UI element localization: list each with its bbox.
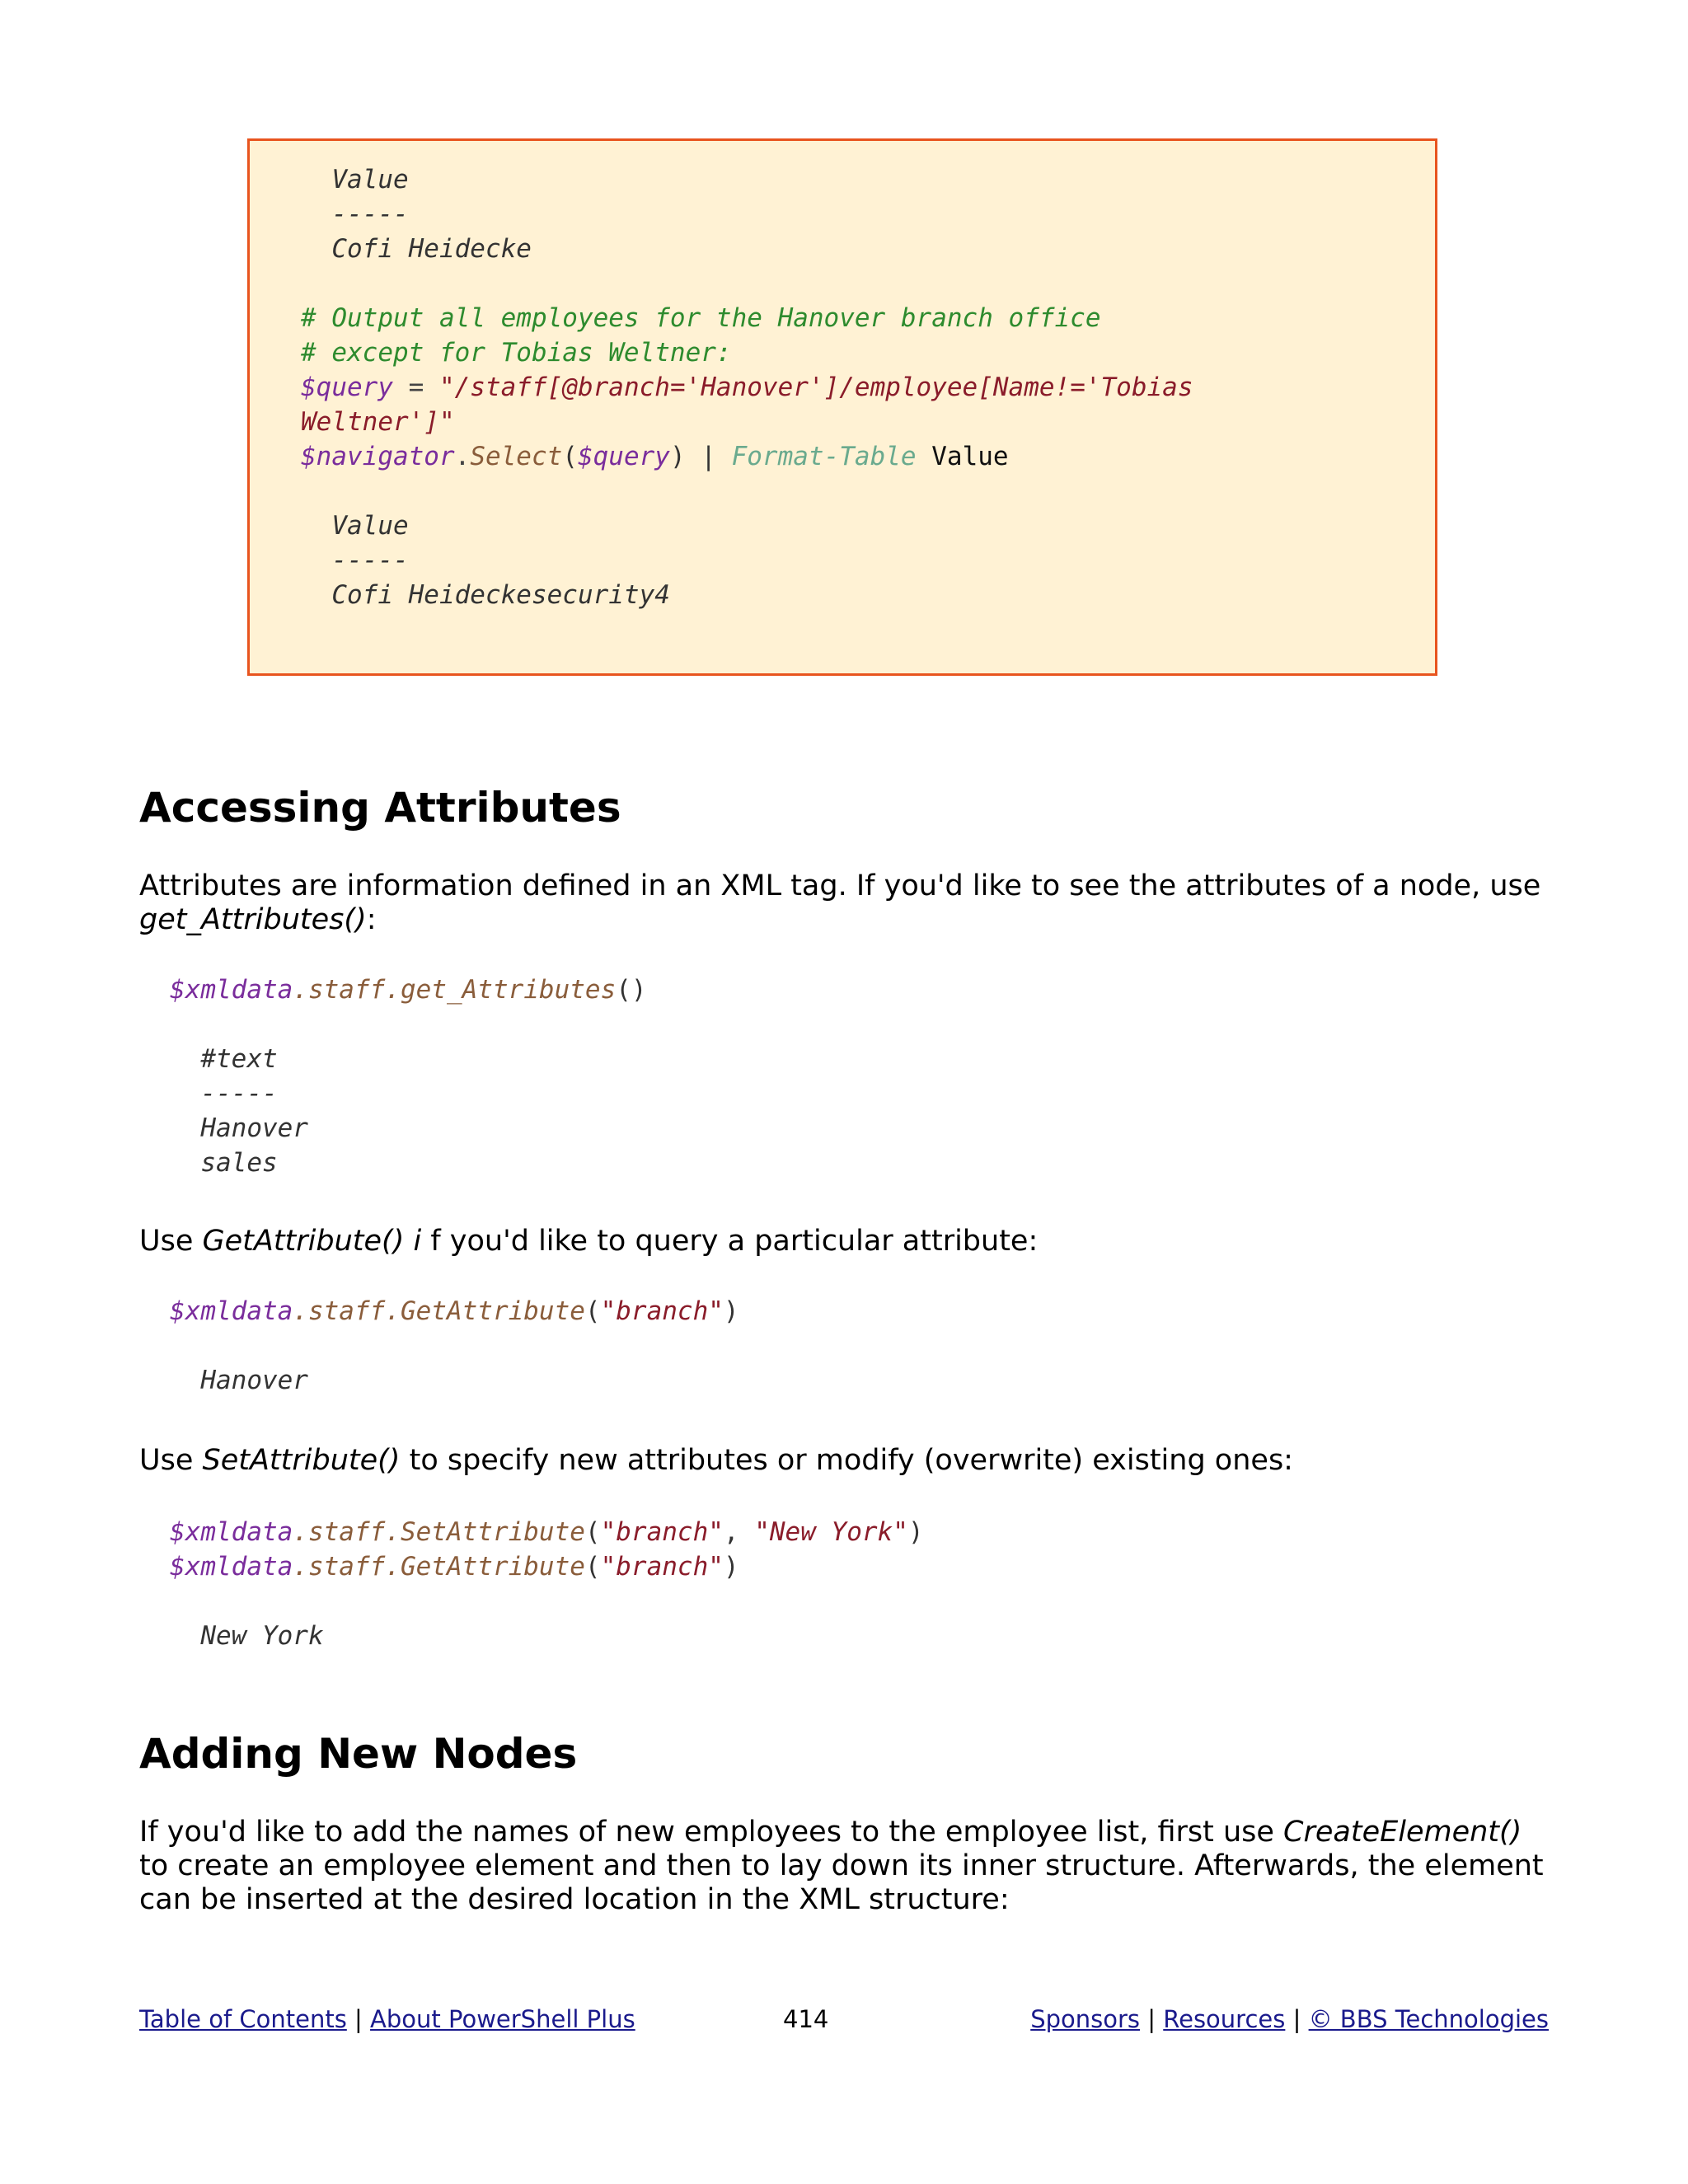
footer-right-links — [1030, 2003, 1549, 2036]
code-line: Value — [301, 165, 409, 194]
page-number: 414 — [783, 2005, 829, 2033]
code-line: Cofi Heidecke — [301, 234, 532, 264]
code-line-command: $xmldata.staff.SetAttribute("branch", "New York") — [170, 1517, 924, 1547]
code-block-get-attributes — [170, 972, 647, 1180]
link-bbs-technologies[interactable]: © BBS Technologies — [1308, 2005, 1549, 2033]
code-example-box — [247, 138, 1437, 676]
code-line-select: $navigator.Select($query) | Format-Table Value — [301, 442, 1009, 471]
footer-separator: | — [1147, 2005, 1156, 2033]
footer-separator: | — [1292, 2005, 1301, 2033]
inline-code-create-element: CreateElement() — [1283, 1816, 1522, 1849]
paragraph-get-attribute: Use GetAttribute() i f you'd like to query a particular attribute: — [139, 1225, 1039, 1258]
code-output: New York — [170, 1621, 324, 1651]
code-block-set-attribute — [170, 1515, 924, 1653]
code-output: sales — [170, 1148, 278, 1178]
code-line: ----- — [301, 199, 409, 229]
code-line: Value — [301, 511, 409, 541]
section-heading-new-nodes: Adding New Nodes — [139, 1730, 578, 1778]
link-resources[interactable]: Resources — [1163, 2005, 1286, 2033]
code-line-query: $query = "/staff[@branch='Hanover']/employee[Name!='Tobias — [301, 373, 1193, 402]
section-heading-attributes: Accessing Attributes — [139, 784, 621, 832]
link-table-of-contents[interactable]: Table of Contents — [139, 2005, 347, 2033]
code-comment: # Output all employees for the Hanover branch office — [301, 303, 1101, 333]
code-block-xpath — [301, 162, 1193, 612]
code-block-get-attribute — [170, 1294, 739, 1398]
footer-separator: | — [354, 2005, 363, 2033]
page-footer — [0, 2003, 1688, 2036]
inline-code-get-attributes: get_Attributes() — [139, 903, 367, 936]
footer-left-links — [139, 2003, 635, 2036]
link-sponsors[interactable]: Sponsors — [1030, 2005, 1141, 2033]
paragraph-new-nodes: If you'd like to add the names of new employees to the employee list, first use CreateElement() to create an employee element and then to lay down its inner structure. Afterwards, the element can be inserted at the desired location in the XML structure: — [139, 1816, 1544, 1916]
code-line-command: $xmldata.staff.GetAttribute("branch") — [170, 1552, 739, 1582]
code-line-command: $xmldata.staff.GetAttribute("branch") — [170, 1296, 739, 1326]
code-output: #text — [170, 1044, 278, 1074]
code-line: ----- — [301, 546, 409, 575]
code-output: Hanover — [170, 1366, 308, 1395]
paragraph-attributes-intro: Attributes are information defined in an XML tag. If you'd like to see the attributes of a node, use get_Attributes(): — [139, 869, 1541, 936]
code-line: Cofi Heideckesecurity4 — [301, 580, 670, 610]
code-output: Hanover — [170, 1113, 308, 1143]
link-about-powershell-plus[interactable]: About PowerShell Plus — [370, 2005, 635, 2033]
code-output: ----- — [170, 1079, 278, 1108]
inline-code-set-attribute: SetAttribute() — [202, 1444, 401, 1477]
paragraph-set-attribute: Use SetAttribute() to specify new attributes or modify (overwrite) existing ones: — [139, 1444, 1293, 1477]
code-comment: # except for Tobias Weltner: — [301, 338, 732, 368]
code-line-query-cont: Weltner']" — [301, 407, 455, 437]
code-line-command: $xmldata.staff.get_Attributes() — [170, 975, 647, 1005]
inline-code-get-attribute: GetAttribute() i — [202, 1225, 422, 1258]
